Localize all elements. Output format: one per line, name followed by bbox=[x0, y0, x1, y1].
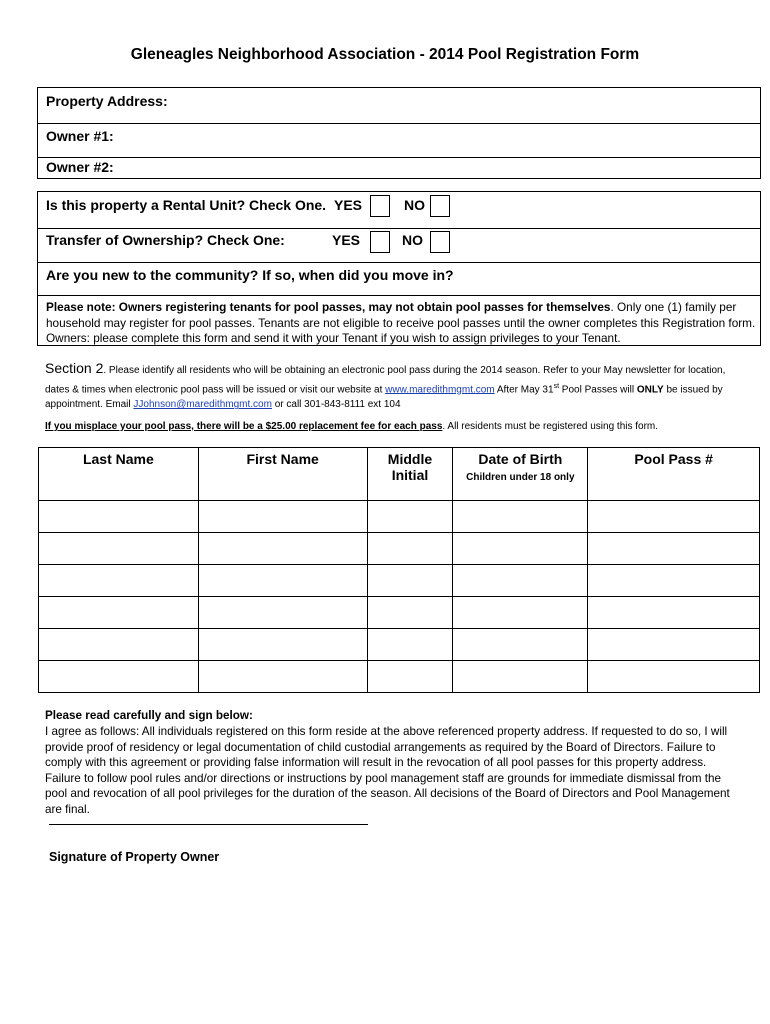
form-title: Gleneagles Neighborhood Association - 2014 Pool Registration Form bbox=[130, 46, 640, 63]
rental-no-checkbox[interactable] bbox=[430, 195, 450, 217]
col-last-name: Last Name bbox=[39, 448, 199, 501]
fee-note-text: . All residents must be registered using this form. bbox=[442, 421, 659, 432]
col-first-name: First Name bbox=[198, 448, 367, 501]
cell-middle-initial[interactable] bbox=[367, 597, 453, 629]
col-dob-note: Children under 18 only bbox=[466, 472, 575, 483]
cell-middle-initial[interactable] bbox=[367, 661, 453, 693]
email-link[interactable]: JJohnson@maredithmgmt.com bbox=[133, 399, 272, 411]
section2-text: . Please identify all residents who will be obtaining an electronic pool pass during the 2014 season. Refer to your May newsletter for location, dates & times when electronic pool pass will be issued or visit our website at bbox=[45, 365, 726, 395]
section2-phone: or call 301-843-8111 ext 104 bbox=[271, 399, 401, 411]
cell-date-of-birth[interactable] bbox=[453, 661, 588, 693]
section2-heading: Section 2 bbox=[45, 360, 104, 376]
section2-only: ONLY bbox=[636, 383, 664, 395]
table-row bbox=[39, 533, 760, 565]
owner1-row[interactable] bbox=[38, 124, 760, 158]
cell-pool-pass[interactable] bbox=[588, 565, 760, 597]
fee-note-bold: If you misplace your pool pass, there will be a $25.00 replacement fee for each pass bbox=[45, 421, 443, 432]
property-address-row[interactable] bbox=[38, 88, 760, 124]
cell-date-of-birth[interactable] bbox=[453, 533, 588, 565]
cell-last-name[interactable] bbox=[39, 661, 199, 693]
table-row bbox=[39, 661, 760, 693]
cell-first-name[interactable] bbox=[198, 629, 367, 661]
rental-question: Is this property a Rental Unit? Check One. bbox=[46, 197, 327, 213]
table-header-row bbox=[39, 448, 760, 501]
questions-box bbox=[37, 191, 761, 346]
tenant-note-text: . Only one (1) family per household may register for pool passes. Tenants are not eligible to receive pool passes until the owner completes this Registration form. Owners: please complete this form and send it with your Tenant if you wish to assign privileges to your Tenant. bbox=[46, 300, 756, 345]
col-middle-initial bbox=[367, 448, 453, 501]
tenant-note bbox=[46, 300, 756, 347]
new-community-question: Are you new to the community? If so, when did you move in? bbox=[46, 267, 454, 283]
cell-pool-pass[interactable] bbox=[588, 597, 760, 629]
rental-yes-checkbox[interactable] bbox=[370, 195, 390, 217]
transfer-question: Transfer of Ownership? Check One: bbox=[46, 232, 285, 248]
cell-pool-pass[interactable] bbox=[588, 501, 760, 533]
col-dob-title: Date of Birth bbox=[478, 451, 563, 467]
transfer-yes-checkbox[interactable] bbox=[370, 231, 390, 253]
col-pool-pass: Pool Pass # bbox=[588, 448, 760, 501]
property-info-box bbox=[37, 87, 761, 179]
col-middle-line1: Middle bbox=[387, 451, 433, 467]
cell-pool-pass[interactable] bbox=[588, 629, 760, 661]
transfer-no-checkbox[interactable] bbox=[430, 231, 450, 253]
agreement-text: I agree as follows: All individuals registered on this form reside at the above referenced property address. If requested to do so, I will provide proof of residency or legal documentation of child custodial arrangements as required by the Board of Directors. Failure to comply with this agreement or providing false information will result in the revocation of all pool passes for this property address. Failure to follow pool rules and/or directions or instructions by pool management staff are grounds for immediate dismissal from the pool and revocation of all pool privileges for the duration of the season. All decisions of the Board of Directors and Pool Management are final. bbox=[45, 725, 730, 816]
cell-last-name[interactable] bbox=[39, 565, 199, 597]
section2-sup: st bbox=[553, 382, 560, 390]
section2-text-c: be issued by appointment. Email bbox=[45, 383, 723, 411]
cell-last-name[interactable] bbox=[39, 597, 199, 629]
rental-row bbox=[38, 192, 760, 229]
transfer-yes-label: YES bbox=[332, 232, 361, 248]
owner1-label: Owner #1: bbox=[46, 128, 114, 144]
tenant-note-bold: Please note: Owners registering tenants for pool passes, may not obtain pool passes for themselves bbox=[46, 300, 611, 314]
website-link[interactable]: www.maredithmgmt.com bbox=[385, 383, 495, 395]
cell-pool-pass[interactable] bbox=[588, 533, 760, 565]
cell-last-name[interactable] bbox=[39, 501, 199, 533]
cell-date-of-birth[interactable] bbox=[453, 501, 588, 533]
resident-table bbox=[38, 447, 760, 693]
col-date-of-birth bbox=[453, 448, 588, 501]
table-row bbox=[39, 565, 760, 597]
cell-last-name[interactable] bbox=[39, 533, 199, 565]
cell-date-of-birth[interactable] bbox=[453, 597, 588, 629]
section2-paragraph bbox=[45, 361, 729, 413]
cell-first-name[interactable] bbox=[198, 501, 367, 533]
cell-middle-initial[interactable] bbox=[367, 533, 453, 565]
transfer-row bbox=[38, 229, 760, 263]
cell-pool-pass[interactable] bbox=[588, 661, 760, 693]
cell-date-of-birth[interactable] bbox=[453, 629, 588, 661]
cell-first-name[interactable] bbox=[198, 565, 367, 597]
cell-middle-initial[interactable] bbox=[367, 501, 453, 533]
rental-no-label: NO bbox=[404, 197, 425, 213]
owner2-label: Owner #2: bbox=[46, 159, 114, 175]
section2-date: After May 31 bbox=[494, 383, 554, 395]
new-community-row[interactable] bbox=[38, 263, 760, 296]
cell-middle-initial[interactable] bbox=[367, 565, 453, 597]
rental-yes-label: YES bbox=[334, 197, 363, 213]
agreement-heading: Please read carefully and sign below: bbox=[45, 709, 253, 722]
signature-line[interactable] bbox=[49, 824, 368, 825]
transfer-no-label: NO bbox=[402, 232, 423, 248]
section2-text-b: Pool Passes will bbox=[559, 383, 637, 395]
cell-first-name[interactable] bbox=[198, 661, 367, 693]
property-address-label: Property Address: bbox=[46, 93, 168, 109]
cell-first-name[interactable] bbox=[198, 533, 367, 565]
table-row bbox=[39, 629, 760, 661]
cell-last-name[interactable] bbox=[39, 629, 199, 661]
owner2-row[interactable] bbox=[38, 158, 760, 178]
col-middle-line2: Initial bbox=[391, 467, 429, 483]
cell-first-name[interactable] bbox=[198, 597, 367, 629]
cell-date-of-birth[interactable] bbox=[453, 565, 588, 597]
table-row bbox=[39, 597, 760, 629]
table-row bbox=[39, 501, 760, 533]
fee-note bbox=[45, 421, 745, 432]
signature-label: Signature of Property Owner bbox=[49, 850, 220, 864]
cell-middle-initial[interactable] bbox=[367, 629, 453, 661]
